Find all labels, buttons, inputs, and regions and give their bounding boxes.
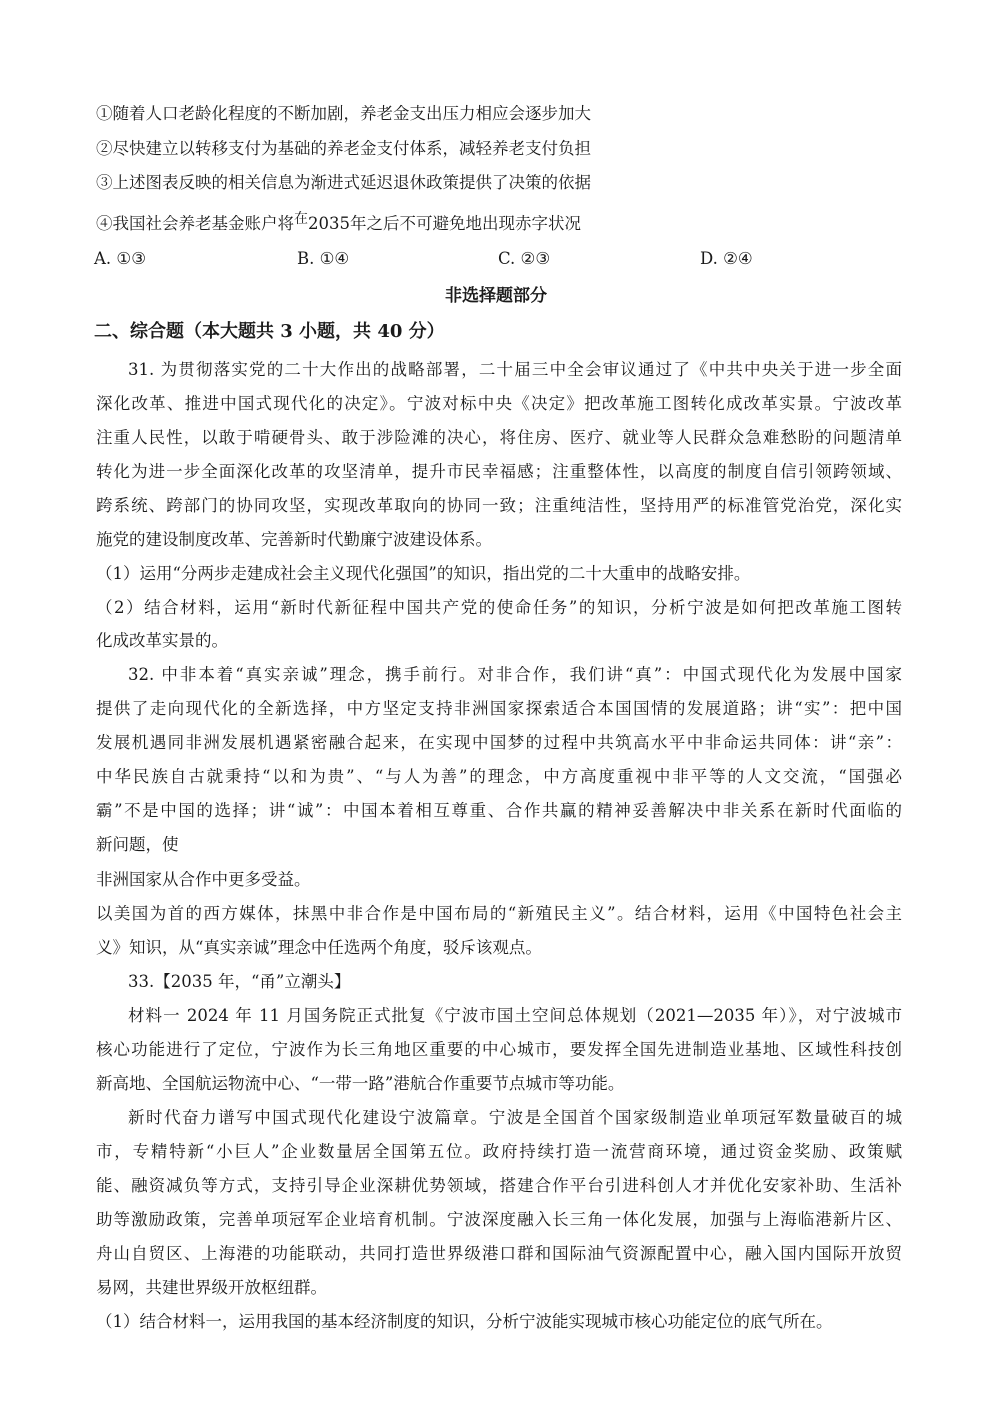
part-heading: 二、综合题（本大题共 3 小题，共 40 分） — [94, 321, 445, 342]
statement-3: ③上述图表反映的相关信息为渐进式延迟退休政策提供了决策的依据 — [96, 173, 591, 192]
option-d: D. ②④ — [700, 249, 753, 268]
q33-para2-line: 能、融资减负等方式，支持引导企业深耕优势领域，搭建合作平台引进科创人才并优化安家补助、生活补 — [96, 1176, 902, 1195]
q33-para2-line: 市，专精特新“小巨人”企业数量居全国第五位。政府持续打造一流营商环境，通过资金奖励、政策赋 — [96, 1142, 902, 1161]
option-b: B. ①④ — [297, 249, 350, 268]
q32-line: 非洲国家从合作中更多受益。 — [96, 870, 311, 889]
q33-para2-line: 助等激励政策，完善单项冠军企业培育机制。宁波深度融入长三角一体化发展，加强与上海临港新片区、 — [96, 1210, 902, 1229]
q33-title: 33.【2035 年，“甬”立潮头】 — [128, 972, 351, 991]
option-c: C. ②③ — [498, 249, 551, 268]
q31-line: 31. 为贯彻落实党的二十大作出的战略部署，二十届三中全会审议通过了《中共中央关于进一步全面 — [128, 360, 902, 379]
statement-4-raised: 在 — [294, 211, 308, 227]
q32-line: 新问题，使 — [96, 835, 179, 854]
q32-question-line: 义》知识，从“真实亲诚”理念中任选两个角度，驳斥该观点。 — [96, 938, 542, 957]
q33-para2-line: 易网，共建世界级开放枢纽群。 — [96, 1278, 327, 1297]
q33-para2-line: 新时代奋力谱写中国式现代化建设宁波篇章。宁波是全国首个国家级制造业单项冠军数量破百的城 — [128, 1108, 902, 1127]
q32-line: 32. 中非本着“真实亲诚”理念，携手前行。对非合作，我们讲“真”：中国式现代化为发展中国家 — [128, 665, 902, 684]
statement-2: ②尽快建立以转移支付为基础的养老金支付体系，减轻养老支付负担 — [96, 139, 591, 158]
statement-4 — [96, 213, 902, 236]
q31-line: 注重人民性，以敢于啃硬骨头、敢于涉险滩的决心，将住房、医疗、就业等人民群众急难愁盼的问题清单 — [96, 428, 902, 447]
q31-sub2-line: 化成改革实景的。 — [96, 631, 228, 650]
q31-line: 施党的建设制度改革、完善新时代勤廉宁波建设体系。 — [96, 530, 492, 549]
q33-material1-line: 新高地、全国航运物流中心、“一带一路”港航合作重要节点城市等功能。 — [96, 1074, 625, 1093]
q32-line: 霸”不是中国的选择；讲“诚”：中国本着相互尊重、合作共赢的精神妥善解决中非关系在新时代面临的 — [96, 801, 902, 820]
q33-material1-line: 核心功能进行了定位，宁波作为长三角地区重要的中心城市，要发挥全国先进制造业基地、区域性科技创 — [96, 1040, 902, 1059]
statement-1: ①随着人口老龄化程度的不断加剧，养老金支出压力相应会逐步加大 — [96, 104, 591, 123]
q33-sub1: （1）结合材料一，运用我国的基本经济制度的知识，分析宁波能实现城市核心功能定位的底气所在。 — [96, 1312, 833, 1331]
q32-line: 发展机遇同非洲发展机遇紧密融合起来，在实现中国梦的过程中共筑高水平中非命运共同体：讲“亲”： — [96, 733, 902, 752]
q33-para2-line: 舟山自贸区、上海港的功能联动，共同打造世界级港口群和国际油气资源配置中心，融入国内国际开放贸 — [96, 1244, 902, 1263]
q32-line: 中华民族自古就秉持“以和为贵”、“与人为善”的理念，中方高度重视中非平等的人文交流，“国强必 — [96, 767, 902, 786]
q31-line: 深化改革、推进中国式现代化的决定》。宁波对标中央《决定》把改革施工图转化成改革实景。宁波改革 — [96, 394, 902, 413]
statement-4-rest: 2035年之后不可避免地出现赤字状况 — [308, 214, 581, 233]
section-title: 非选择题部分 — [445, 286, 547, 306]
q31-line: 转化为进一步全面深化改革的攻坚清单，提升市民幸福感；注重整体性，以高度的制度自信引领跨领域、 — [96, 462, 902, 481]
q31-line: 跨系统、跨部门的协同攻坚，实现改革取向的协同一致；注重纯洁性，坚持用严的标准管党治党，深化实 — [96, 496, 902, 515]
q31-sub1: （1）运用“分两步走建成社会主义现代化强国”的知识，指出党的二十大重申的战略安排。 — [96, 564, 751, 583]
q32-line: 提供了走向现代化的全新选择，中方坚定支持非洲国家探索适合本国国情的发展道路；讲“实”：把中国 — [96, 699, 902, 718]
q33-material1-line: 材料一 2024 年 11 月国务院正式批复《宁波市国土空间总体规划（2021—2035 年）》，对宁波城市 — [128, 1006, 902, 1025]
statement-4-prefix: ④我国社会养老基金账户将 — [96, 214, 294, 233]
q31-sub2-line: （2）结合材料，运用“新时代新征程中国共产党的使命任务”的知识，分析宁波是如何把改革施工图转 — [96, 598, 902, 617]
option-a: A. ①③ — [94, 249, 146, 268]
q32-question-line: 以美国为首的西方媒体，抹黑中非合作是中国布局的“新殖民主义”。结合材料，运用《中国特色社会主 — [96, 904, 902, 923]
